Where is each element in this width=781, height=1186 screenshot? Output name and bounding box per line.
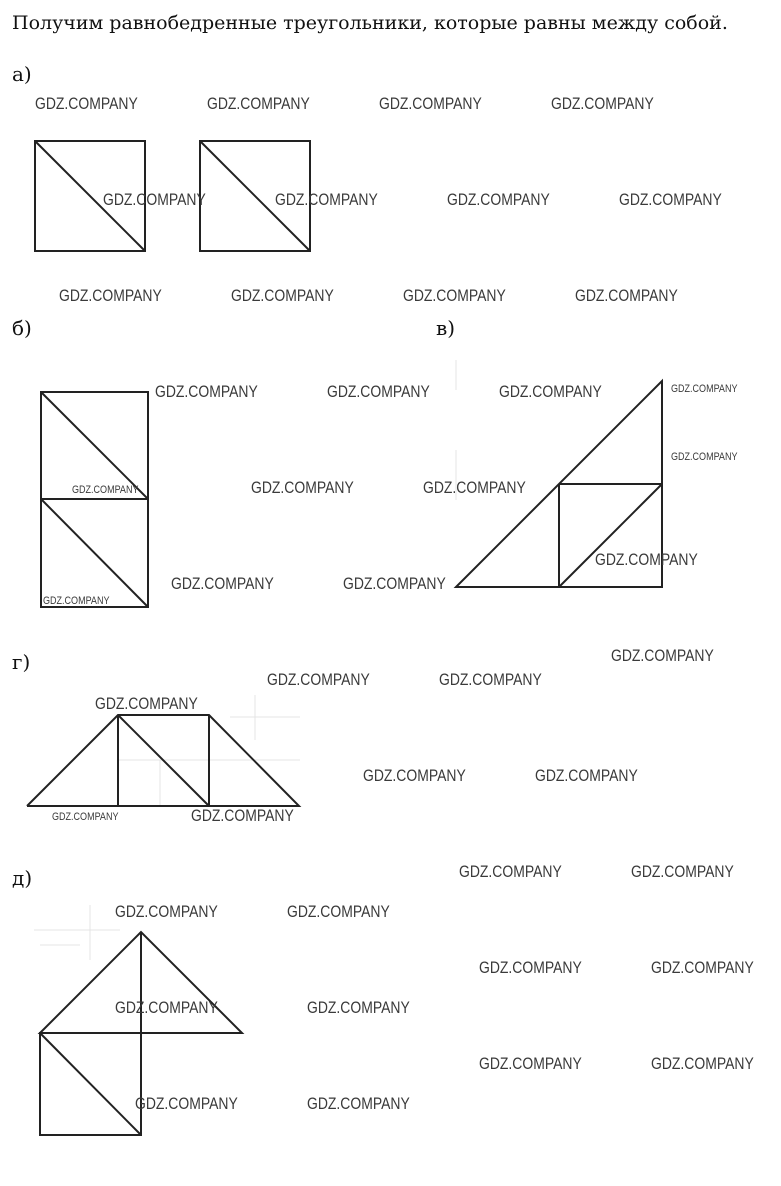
watermark: GDZ.COMPANY bbox=[43, 595, 110, 607]
watermark: GDZ.COMPANY bbox=[171, 574, 274, 593]
watermark: GDZ.COMPANY bbox=[231, 286, 334, 305]
watermark: GDZ.COMPANY bbox=[479, 1054, 582, 1073]
part-g-label: г) bbox=[12, 650, 31, 674]
watermark: GDZ.COMPANY bbox=[72, 484, 139, 496]
watermark: GDZ.COMPANY bbox=[103, 190, 206, 209]
watermark: GDZ.COMPANY bbox=[287, 902, 390, 921]
watermark: GDZ.COMPANY bbox=[499, 382, 602, 401]
watermark: GDZ.COMPANY bbox=[631, 862, 734, 881]
watermark: GDZ.COMPANY bbox=[327, 382, 430, 401]
watermark: GDZ.COMPANY bbox=[52, 811, 119, 823]
watermark: GDZ.COMPANY bbox=[651, 958, 754, 977]
watermark: GDZ.COMPANY bbox=[671, 383, 738, 395]
watermark: GDZ.COMPANY bbox=[343, 574, 446, 593]
part-v-label: в) bbox=[436, 316, 456, 340]
watermark: GDZ.COMPANY bbox=[267, 670, 370, 689]
watermark: GDZ.COMPANY bbox=[611, 646, 714, 665]
part-d-label: д) bbox=[12, 866, 33, 890]
watermark: GDZ.COMPANY bbox=[447, 190, 550, 209]
page-heading: Получим равнобедренные треугольники, которые равны между собой. bbox=[12, 12, 728, 34]
watermark: GDZ.COMPANY bbox=[671, 451, 738, 463]
watermark: GDZ.COMPANY bbox=[307, 1094, 410, 1113]
watermark: GDZ.COMPANY bbox=[207, 94, 310, 113]
watermark: GDZ.COMPANY bbox=[59, 286, 162, 305]
watermark: GDZ.COMPANY bbox=[95, 694, 198, 713]
part-a-label: а) bbox=[12, 62, 32, 86]
watermark: GDZ.COMPANY bbox=[459, 862, 562, 881]
watermark: GDZ.COMPANY bbox=[535, 766, 638, 785]
watermark: GDZ.COMPANY bbox=[307, 998, 410, 1017]
figure-b-rectangle bbox=[41, 392, 148, 607]
watermark: GDZ.COMPANY bbox=[35, 94, 138, 113]
watermark: GDZ.COMPANY bbox=[595, 550, 698, 569]
faint-grid-marks bbox=[34, 360, 456, 960]
watermark: GDZ.COMPANY bbox=[439, 670, 542, 689]
watermark: GDZ.COMPANY bbox=[403, 286, 506, 305]
part-b-label: б) bbox=[12, 316, 32, 340]
watermark: GDZ.COMPANY bbox=[275, 190, 378, 209]
watermark: GDZ.COMPANY bbox=[575, 286, 678, 305]
watermark: GDZ.COMPANY bbox=[115, 998, 218, 1017]
watermark: GDZ.COMPANY bbox=[651, 1054, 754, 1073]
watermark: GDZ.COMPANY bbox=[551, 94, 654, 113]
watermark: GDZ.COMPANY bbox=[155, 382, 258, 401]
watermark: GDZ.COMPANY bbox=[619, 190, 722, 209]
watermark: GDZ.COMPANY bbox=[191, 806, 294, 825]
watermark: GDZ.COMPANY bbox=[115, 902, 218, 921]
watermark: GDZ.COMPANY bbox=[479, 958, 582, 977]
watermark: GDZ.COMPANY bbox=[423, 478, 526, 497]
watermark: GDZ.COMPANY bbox=[363, 766, 466, 785]
watermark: GDZ.COMPANY bbox=[379, 94, 482, 113]
watermark: GDZ.COMPANY bbox=[135, 1094, 238, 1113]
watermark: GDZ.COMPANY bbox=[251, 478, 354, 497]
